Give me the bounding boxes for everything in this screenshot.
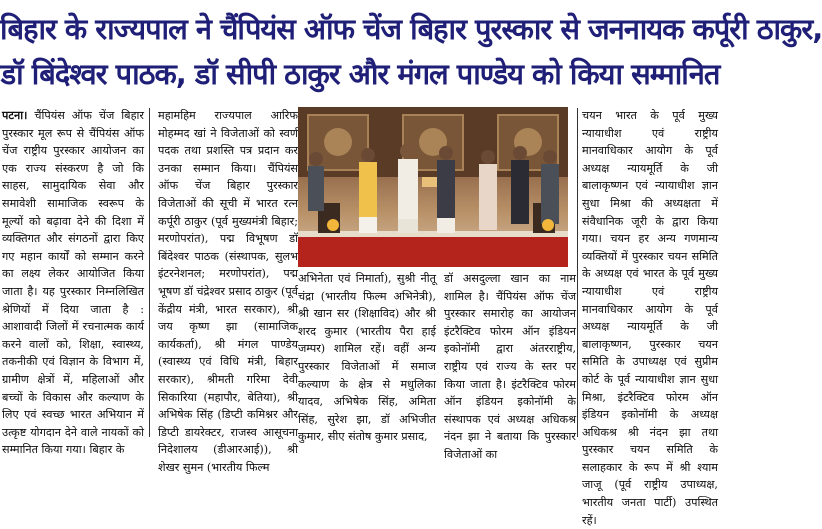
- headline-line-1: बिहार के राज्यपाल ने चैंपियंस ऑफ चेंज बिहार पुरस्कार से जननायक कर्पूरी ठाकुर,: [0, 12, 822, 46]
- column-text: चयन भारत के पूर्व मुख्य न्यायाधीश एवं राष्ट्रीय मानवाधिकार आयोग के पूर्व अध्यक्ष न्यायमूर्ति के जी बालाकृष्णन एवं न्यायाधीश ज्ञान सुधा मिश्रा की अध्यक्षता में संवैधानिक जूरी के द्वारा किया गया। चयन हर अन्य गणमान्य व्यक्तियों में पुरस्कार चयन समिति के अध्यक्ष एवं भारत के पूर्व मुख्य न्यायाधीश एवं राष्ट्रीय मानवाधिकार आयोग के पूर्व अध्यक्ष न्यायमूर्ति के जी बालाकृष्णन, पुरस्कार चयन समिति के उपाध्यक्ष एवं सुप्रीम कोर्ट के पूर्व न्यायाधीश ज्ञान सुधा मिश्रा, इंटरैक्टिव फोरम ऑन इंडियन इकोनॉमी के अध्यक्ष अधिकश्र श्री नंदन झा तथा पुरस्कार चयन समिति के सलाहकार के रूप में श्री श्याम जाजू (पूर्व राष्ट्रीय उपाध्यक्ष, भारतीय जनता पार्टी) उपस्थित रहें।: [582, 109, 718, 527]
- column-text: चैंपियंस ऑफ चेंज बिहार पुरस्कार मूल रूप से चैंपियंस ऑफ चेंज राष्ट्रीय पुरस्कार आयोजन का एक राज्य संस्करण है जो कि साहस, सामुदायिक सेवा और समावेशी सामाजिक स्वरूप के मूल्यों को बढ़ावा देने की दिशा में व्यक्तिगत और संगठनों द्वारा किए गए महान कार्यों को सम्मान करने का लक्ष्य लेकर आयोजित किया जाता है। यह पुरस्कार निम्नलिखित श्रेणियों में दिया जाता है : आशावादी जिलों में रचनात्मक कार्य करने वालों को, शिक्षा, स्वास्थ्य, तकनीकी एवं विज्ञान के विभाग में, ग्रामीण क्षेत्रों में, महिलाओं और बच्चों के विकास और कल्याण के लिए एवं स्वच्छ भारत अभियान में उत्कृष्ट योगदान देने वाले नायकों को सम्मानित किया गया। बिहार के: [2, 109, 144, 457]
- column-text: अभिनेता एवं निमार्ता), सुश्री नीतू चंद्रा (भारतीय फिल्म अभिनेत्री), श्री खान सर (शिक्षाविद) और श्री शरद कुमार (भारतीय पैरा हाई जम्पर) शामिल रहें। वहीं अन्य पुरस्कार विजेताओं में समाज कल्याण के क्षेत्र से मधुलिका यादव, अभिषेक सिंह, अमिता सिंह, सुरेश झा, डॉ अभिजीत कुमार, सीए संतोष कुमार प्रसाद,: [298, 272, 436, 444]
- headline: [0, 0, 822, 102]
- column-text: डॉ असदुल्ला खान का नाम शामिल है। चैंपियंस ऑफ चेंज पुरस्कार समारोह का आयोजन इंटरैक्टिव फोरम ऑन इंडियन इकोनॉमी द्वारा अंतरराष्ट्रीय, राष्ट्रीय एवं राज्य के स्तर पर किया जाता है। इंटरैक्टिव फोरम ऑन इंडियन इकोनॉमी के संस्थापक एवं अध्यक्ष अधिकश्र नंदन झा ने बताया कि पुरस्कार विजेताओं का: [444, 272, 576, 461]
- column-rule: [577, 108, 578, 437]
- column-text: महामहिम राज्यपाल आरिफ मोहम्मद खां ने विजेताओं को स्वर्ण पदक तथा प्रशस्ति पत्र प्रदान कर उनका सम्मान किया। चैंपियंस ऑफ चेंज बिहार पुरस्कार विजेताओं की सूची में भारत रत्न कर्पूरी ठाकुर (पूर्व मुख्यमंत्री बिहार; मरणोपरांत), पद्म विभूषण डॉ बिंदेश्वर पाठक (संस्थापक, सुलभ इंटरनेशनल; मरणोपरांत), पद्म भूषण डॉ चंद्रेश्वर प्रसाद ठाकुर (पूर्व केंद्रीय मंत्री, भारत सरकार), श्री जय कृष्ण झा (सामाजिक कार्यकर्ता), श्री मंगल पाण्डेय (स्वास्थ्य एवं विधि मंत्री, बिहार सरकार), श्रीमती गरिमा देवी सिकारिया (महापौर, बेतिया), श्री अभिषेक सिंह (डिप्टी कमिश्नर और डिप्टी डायरेक्टर, राजस्व आसूचना निदेशालय (डीआरआई)), श्री शेखर सुमन (भारतीय फिल्म: [158, 109, 298, 474]
- event-photo-illustration: [298, 107, 568, 267]
- article-column-4: [444, 270, 576, 461]
- headline-line-2: डॉ बिंदेश्वर पाठक, डॉ सीपी ठाकुर और मंगल पाण्डेय को किया सम्मानित: [0, 57, 720, 91]
- article-column-5: [582, 107, 718, 527]
- column-rule: [149, 108, 150, 437]
- dateline: पटना।: [2, 108, 28, 122]
- article-column-2: [158, 107, 298, 474]
- article-column-1: [2, 107, 144, 457]
- article-column-3: [298, 270, 436, 444]
- event-photo: [298, 107, 568, 267]
